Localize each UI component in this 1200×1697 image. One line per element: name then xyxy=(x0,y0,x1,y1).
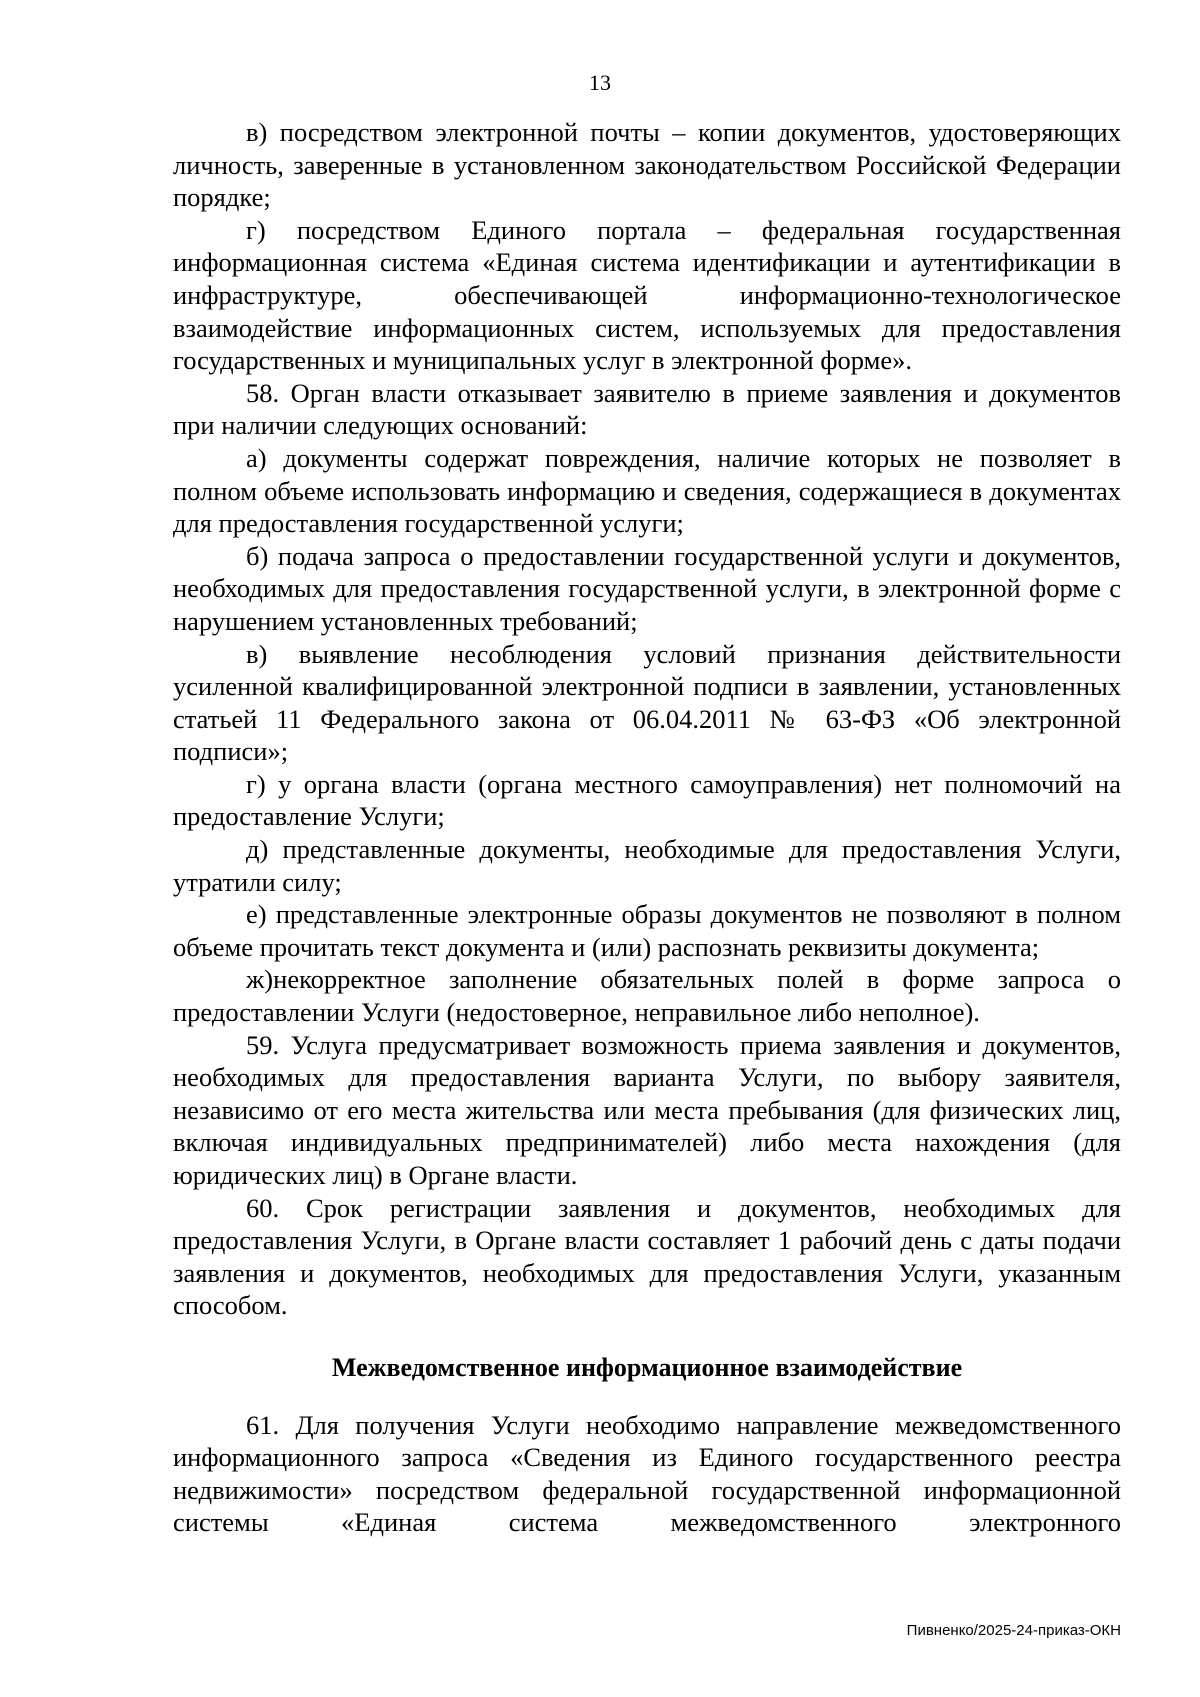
paragraph: 59. Услуга предусматривает возможность приема заявления и документов, необходимых для предоставления варианта Услуги, по выбору заявителя, независимо от его места жительства или места пребывания (для физических лиц, включая индивидуальных предпринимателей) либо места нахождения (для юридических лиц) в Органе власти. xyxy=(173,1029,1121,1190)
paragraph: г) посредством Единого портала – федеральная государственная информационная система «Единая система идентификации и аутентификации в инфраструктуре, обеспечивающей информационно-технологическое взаимодействие информационных систем, используемых для предоставления государственных и муниципальных услуг в электронной форме». xyxy=(173,214,1121,376)
paragraph: б) подача запроса о предоставлении государственной услуги и документов, необходимых для предоставления государственной услуги, в электронной форме с нарушением установленных требований; xyxy=(173,540,1121,636)
paragraph: в) выявление несоблюдения условий признания действительности усиленной квалифицированной электронной подписи в заявлении, установленных статьей 11 Федерального закона от 06.04.2011 № 63-ФЗ «Об электронной подписи»; xyxy=(173,638,1121,767)
paragraph: 58. Орган власти отказывает заявителю в приеме заявления и документов при наличии следующих оснований: xyxy=(173,377,1121,441)
paragraph: г) у органа власти (органа местного самоуправления) нет полномочий на предоставление Услуги; xyxy=(173,768,1121,832)
document-body xyxy=(173,116,1121,1539)
footer-reference: Пивненко/2025-24-приказ-ОКН xyxy=(906,1622,1121,1639)
paragraph: а) документы содержат повреждения, наличие которых не позволяет в полном объеме использовать информацию и сведения, содержащиеся в документах для предоставления государственной услуги; xyxy=(173,442,1121,539)
paragraph: ж)некорректное заполнение обязательных полей в форме запроса о предоставлении Услуги (недостоверное, неправильное либо неполное). xyxy=(173,964,1121,1028)
paragraph: в) посредством электронной почты – копии документов, удостоверяющих личность, заверенные в установленном законодательством Российской Федерации порядке; xyxy=(173,117,1121,213)
section-heading: Межведомственное информационное взаимодействие xyxy=(331,1352,963,1382)
paragraph: 61. Для получения Услуги необходимо направление межведомственного информационного запроса «Сведения из Единого государственного реестра недвижимости» посредством федеральной государственной информационной системы «Единая система межведомственного электронного xyxy=(173,1409,1121,1538)
paragraph: д) представленные документы, необходимые для предоставления Услуги, утратили силу; xyxy=(173,834,1121,897)
paragraph: 60. Срок регистрации заявления и документов, необходимых для предоставления Услуги, в Органе власти составляет 1 рабочий день с даты подачи заявления и документов, необходимых для предоставления Услуги, указанным способом. xyxy=(173,1192,1121,1321)
paragraph: е) представленные электронные образы документов не позволяют в полном объеме прочитать текст документа и (или) распознать реквизиты документа; xyxy=(173,899,1121,962)
page-number: 13 xyxy=(589,70,611,95)
